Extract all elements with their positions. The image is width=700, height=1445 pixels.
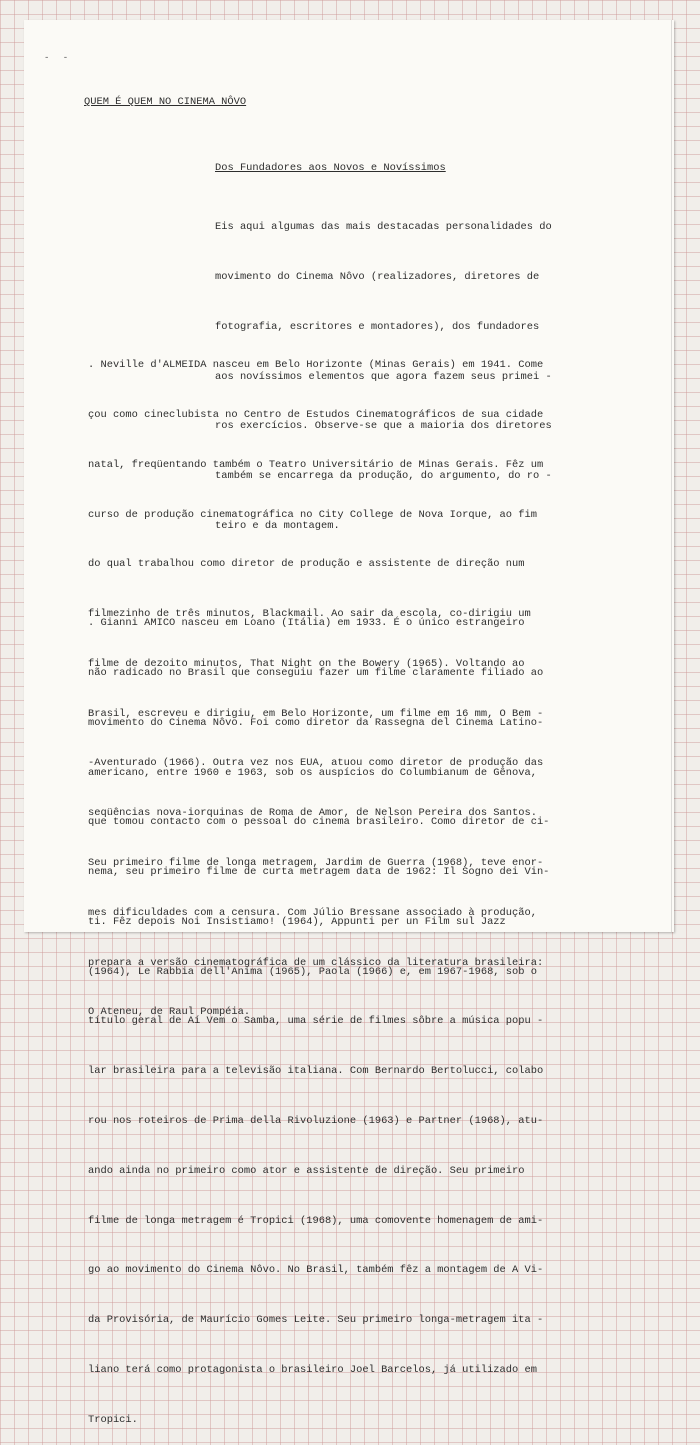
text-line: . Gianni AMICO nasceu em Loano (Itália) em 1933. É o único estrangeiro (88, 617, 525, 630)
text-line: filmezinho de três minutos, Blackmail. Ao sair da escola, co-dirigiu um (88, 608, 531, 621)
text-line: (1964), Le Rabbia dell'Anima (1965), Paola (1966) e, em 1967-1968, sob o (88, 965, 537, 978)
text-line: Tropici. (88, 1413, 138, 1426)
text-line: O Ateneu, de Raul Pompéia. (88, 1006, 251, 1019)
text-line: natal, freqüentando também o Teatro Universitário de Minas Gerais. Fêz um (88, 458, 544, 471)
text-line: movimento do Cinema Nôvo. Foi como diretor da Rassegna del Cinema Latino- (88, 716, 544, 729)
text-line: liano terá como protagonista o brasileiro Joel Barcelos, já utilizado em (88, 1363, 537, 1376)
text-line: filme de longa metragem é Tropici (1968), uma comovente homenagem de ami- (88, 1214, 544, 1227)
gianni-amico-paragraph (88, 582, 549, 1445)
text-line: çou como cineclubista no Centro de Estudos Cinematográficos de sua cidade (88, 408, 544, 421)
page-title: QUEM É QUEM NO CINEMA NÔVO (84, 96, 247, 108)
text-line: ros exercícios. Observe-se que a maioria dos diretores (215, 420, 552, 433)
text-line: aos novíssimos elementos que agora fazem seus primei - (215, 370, 552, 383)
text-line: Seu primeiro filme de longa metragem, Jardim de Guerra (1968), teve enor- (88, 857, 544, 869)
text-line: . Neville d'ALMEIDA nasceu em Belo Horizonte (Minas Gerais) em 1941. Come (88, 359, 544, 372)
text-line: fotografia, escritores e montadores), dos fundadores (215, 320, 540, 333)
text-line: também se encarrega da produção, do argumento, do ro - (215, 470, 552, 483)
text-line: Eis aqui algumas das mais destacadas personalidades do (215, 221, 552, 234)
text-line: teiro e da montagem. (215, 519, 340, 532)
corner-marks: - - (44, 53, 73, 63)
text-line: seqüências nova-iorquinas de Roma de Amor, de Nelson Pereira dos Santos. (88, 807, 537, 820)
text-line: ando ainda no primeiro como ator e assistente de direção. Seu primeiro (88, 1164, 525, 1177)
text-line: nema, seu primeiro filme de curta metragem data de 1962: Il Sogno dei Vin- (88, 866, 550, 879)
text-line: lar brasileira para a televisão italiana. Com Bernardo Bertolucci, colabo (88, 1065, 544, 1078)
text-line: filme de dezoito minutos, That Night on the Bowery (1965). Voltando ao (88, 657, 525, 670)
text-line: ti. Fêz depois Noi Insistiamo! (1964), Appunti per un Film sul Jazz (88, 915, 506, 928)
text-line: movimento do Cinema Nôvo (realizadores, diretores de (215, 270, 540, 283)
text-line: go ao movimento do Cinema Nôvo. No Brasil, também fêz a montagem de A Vi- (88, 1264, 544, 1277)
text-line: que tomou contacto com o pessoal do cinema brasileiro. Como diretor de ci- (88, 816, 550, 829)
text-line: -Aventurado (1966). Outra vez nos EUA, atuou como diretor de produção das (88, 757, 544, 770)
text-line: título geral de Aí Vem o Samba, uma série de filmes sôbre a música popu - (88, 1015, 544, 1028)
text-line: prepara a versão cinematográfica de um clássico da literatura brasileira: (88, 956, 544, 969)
text-line: não radicado no Brasil que conseguiu fazer um filme claramente filiado ao (88, 666, 544, 679)
text-line: americano, entre 1960 e 1963, sob os auspícios do Columbianum de Gênova, (88, 766, 537, 779)
text-line: curso de produção cinematográfica no City College de Nova Iorque, ao fim (88, 508, 537, 521)
section-title: Dos Fundadores aos Novos e Novíssimos (215, 162, 446, 174)
text-line: do qual trabalhou como diretor de produção e assistente de direção num (88, 558, 525, 571)
text-line: Brasil, escreveu e dirigiu, em Belo Horizonte, um filme em 16 mm, O Bem - (88, 707, 544, 720)
text-line: mes dificuldades com a censura. Com Júlio Bressane associado à produção, (88, 906, 537, 919)
text-line: rou nos roteiros de Prima della Rivoluzione (1963) e Partner (1968), atu- (88, 1115, 544, 1127)
text-line: da Provisória, de Maurício Gomes Leite. Seu primeiro longa-metragem ita - (88, 1314, 544, 1327)
